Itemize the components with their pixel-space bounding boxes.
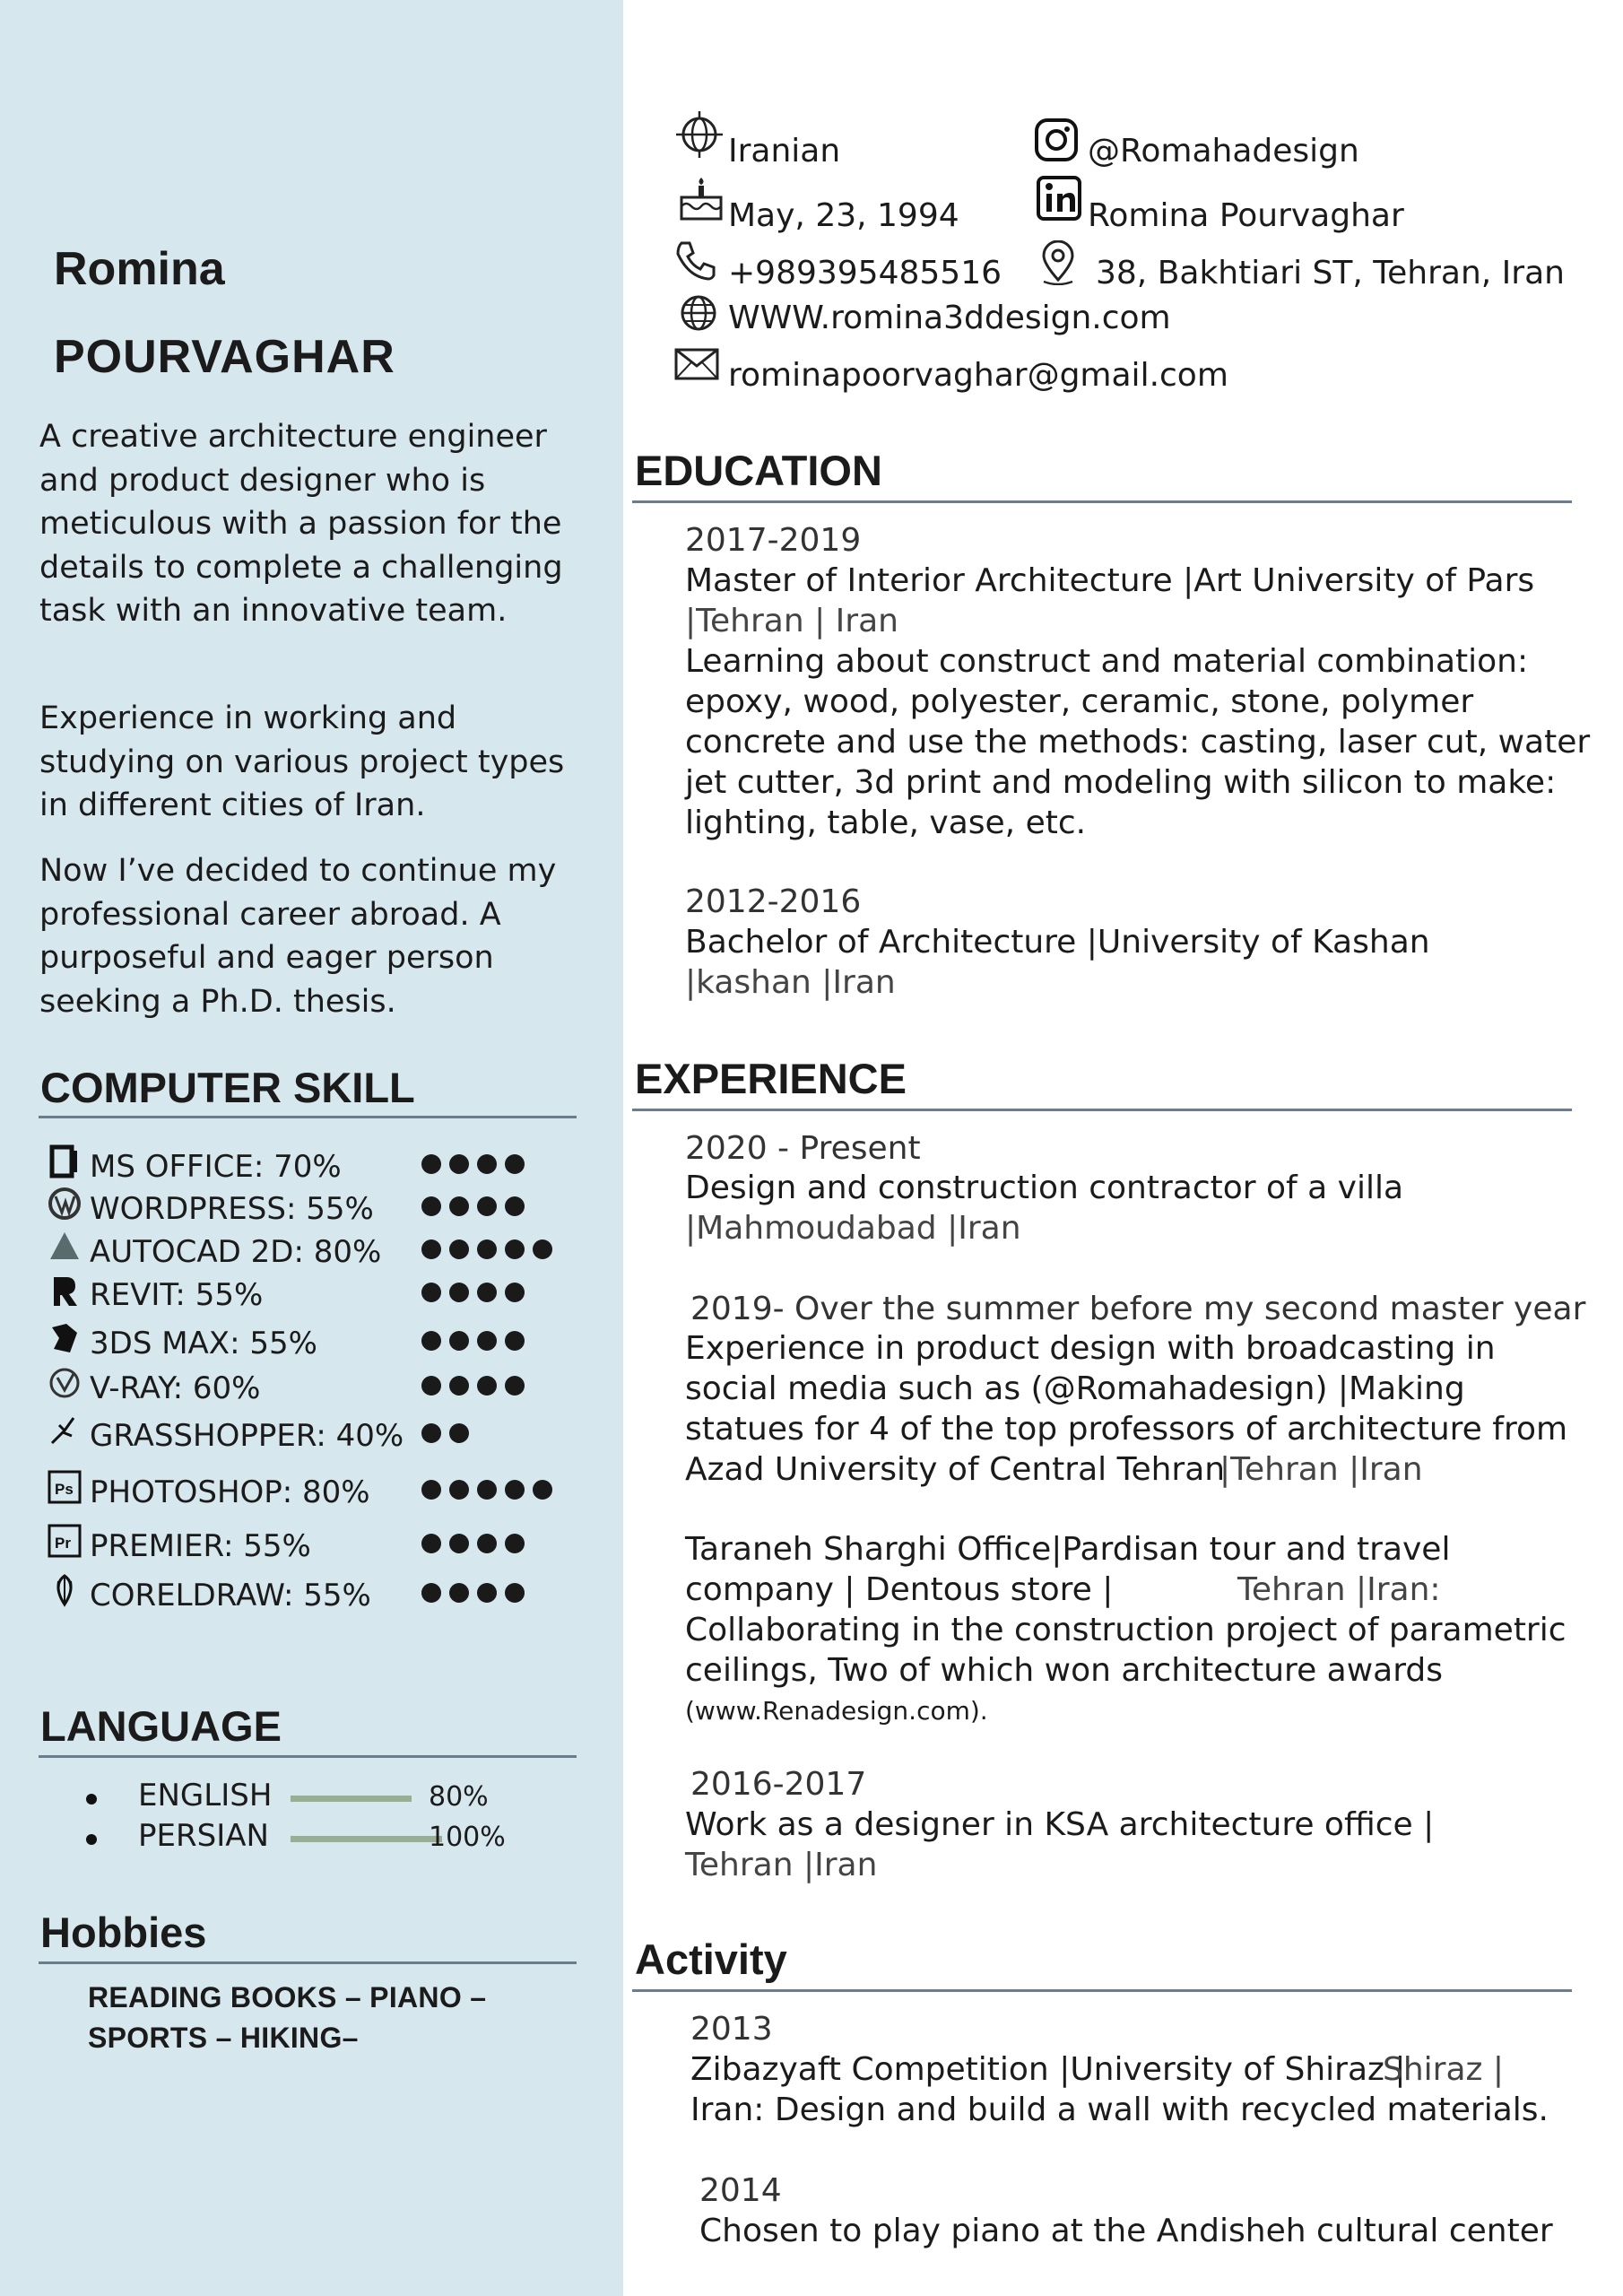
summary-paragraph-2: Experience in working and studying on various project types in different cities of Iran.: [39, 700, 565, 823]
skill-level-dot: [449, 1480, 469, 1500]
language-row-persian: [86, 1818, 588, 1857]
skill-level-dots: [421, 1583, 525, 1603]
instagram-handle[interactable]: @Romahadesign: [1088, 133, 1359, 170]
summary-paragraph-1: A creative architecture engineer and product designer who is meticulous with a passion for the details to complete a challenging task with an innovative team.: [39, 419, 563, 629]
skill-row: [47, 1523, 585, 1564]
skill-level-dots: [421, 1283, 525, 1302]
skill-label: PREMIER: 55%: [90, 1528, 311, 1564]
skill-level-dot: [421, 1376, 441, 1396]
skill-level-dot: [421, 1480, 441, 1500]
skill-level-dot: [449, 1283, 469, 1302]
language-name: ENGLISH: [138, 1778, 273, 1813]
autocad-icon: [47, 1229, 82, 1265]
first-name: Romina: [54, 243, 225, 295]
language-row-english: [86, 1778, 588, 1817]
skill-label: REVIT: 55%: [90, 1277, 264, 1313]
language-percent: 100%: [429, 1822, 506, 1853]
skill-label: 3DS MAX: 55%: [90, 1326, 317, 1361]
hobbies-divider: [39, 1961, 577, 1964]
skill-level-dot: [505, 1196, 525, 1216]
language-heading: LANGUAGE: [40, 1702, 282, 1750]
education-title: Master of Interior Architecture |Art University of Pars: [685, 562, 1535, 599]
vray-icon: [47, 1365, 82, 1401]
education-heading: EDUCATION: [635, 447, 882, 494]
skill-label: PHOTOSHOP: 80%: [90, 1474, 370, 1510]
activity-divider: [632, 1989, 1572, 1992]
experience-place: |Mahmoudabad |Iran: [685, 1210, 1021, 1247]
experience-divider: [632, 1109, 1572, 1111]
experience-years: 2019- Over the summer before my second master year: [690, 1291, 1586, 1327]
birthday-text: May, 23, 1994: [728, 197, 959, 234]
education-years: 2017-2019: [685, 522, 862, 559]
globe-nationality-icon: [673, 108, 726, 161]
bullet: [86, 1794, 97, 1805]
3dsmax-icon: [47, 1320, 82, 1356]
skill-label: CORELDRAW: 55%: [90, 1578, 371, 1613]
skill-label: V-RAY: 60%: [90, 1370, 261, 1406]
skill-level-dots: [421, 1376, 525, 1396]
skill-level-dot: [421, 1283, 441, 1302]
skill-level-dot: [477, 1583, 497, 1603]
experience-place: Tehran |Iran: [685, 1847, 878, 1883]
skill-row: [47, 1272, 585, 1313]
skill-level-dot: [449, 1583, 469, 1603]
skill-row: [47, 1469, 585, 1510]
experience-title: Taraneh Sharghi Office|Pardisan tour and travel company | Dentous store |: [685, 1531, 1451, 1608]
skill-row: [47, 1572, 585, 1613]
activity-title: Chosen to play piano at the Andisheh cultural center: [699, 2213, 1553, 2249]
phone-icon: [673, 238, 719, 284]
linkedin-icon: [1036, 175, 1082, 222]
skill-level-dot: [449, 1534, 469, 1553]
skill-level-dot: [421, 1239, 441, 1259]
activity-description: Iran: Design and build a wall with recycled materials.: [690, 2092, 1549, 2128]
skill-level-dot: [421, 1534, 441, 1553]
skill-level-dot: [477, 1534, 497, 1553]
skills-divider: [39, 1116, 577, 1118]
skill-level-dot: [533, 1239, 552, 1259]
activity-heading: Activity: [635, 1935, 787, 1983]
skill-level-dots: [421, 1480, 552, 1500]
premiere-icon: [47, 1523, 82, 1559]
skill-level-dot: [505, 1283, 525, 1302]
language-divider: [39, 1755, 577, 1758]
skill-level-dot: [421, 1423, 441, 1443]
skill-level-dot: [421, 1583, 441, 1603]
skill-level-dot: [533, 1480, 552, 1500]
svg-text:Ps: Ps: [55, 1481, 74, 1498]
language-level-bar: [291, 1796, 412, 1802]
language-percent: 80%: [429, 1781, 489, 1813]
skill-label: MS OFFICE: 70%: [90, 1149, 342, 1185]
language-name: PERSIAN: [138, 1818, 269, 1854]
experience-place: |Tehran |Iran: [1219, 1451, 1423, 1488]
experience-years: 2020 - Present: [685, 1130, 921, 1167]
linkedin-name[interactable]: Romina Pourvaghar: [1088, 197, 1404, 234]
skill-level-dots: [421, 1154, 525, 1174]
skill-level-dot: [449, 1376, 469, 1396]
skill-level-dot: [449, 1154, 469, 1174]
website-link[interactable]: WWW.romina3ddesign.com: [728, 300, 1171, 336]
email-link[interactable]: rominapoorvaghar@gmail.com: [728, 357, 1228, 394]
skill-level-dot: [505, 1480, 525, 1500]
education-description: Learning about construct and material combination: epoxy, wood, polyester, ceramic, stone, polymer concrete and use the methods: casting, laser cut, water jet cutter, 3d print and modeling with silicon to make: lighting, table, vase, etc.: [685, 643, 1591, 841]
experience-heading: EXPERIENCE: [635, 1055, 907, 1102]
skill-level-dot: [477, 1376, 497, 1396]
coreldraw-icon: [47, 1572, 82, 1608]
website-globe-icon: [679, 293, 718, 333]
experience-years: 2016-2017: [690, 1766, 867, 1803]
education-title: Bachelor of Architecture |University of Kashan: [685, 924, 1430, 961]
revit-icon: [47, 1272, 82, 1308]
skill-level-dot: [449, 1331, 469, 1351]
skill-level-dot: [477, 1283, 497, 1302]
skill-level-dot: [477, 1331, 497, 1351]
skill-level-dot: [449, 1239, 469, 1259]
hobbies-text: READING BOOKS – PIANO – SPORTS – HIKING–: [88, 1981, 487, 2054]
skill-label: GRASSHOPPER: 40%: [90, 1418, 404, 1454]
education-divider: [632, 500, 1572, 503]
skill-level-dot: [505, 1376, 525, 1396]
photoshop-icon: [47, 1469, 82, 1505]
instagram-icon: [1033, 117, 1080, 163]
education-place: |Tehran | Iran: [685, 603, 898, 639]
experience-link[interactable]: (www.Renadesign.com).: [685, 1696, 988, 1726]
skill-level-dot: [477, 1154, 497, 1174]
skill-level-dot: [505, 1239, 525, 1259]
skill-level-dots: [421, 1239, 552, 1259]
activity-years: 2013: [690, 2011, 773, 2048]
wordpress-icon: [47, 1186, 82, 1222]
skill-level-dot: [505, 1534, 525, 1553]
skill-level-dot: [421, 1196, 441, 1216]
experience-title: Experience in product design with broadcasting in social media such as (@Romahadesign) |Making statues for 4 of the top professors of architecture from Azad University of Central Tehran: [685, 1330, 1568, 1488]
skill-row: [47, 1413, 585, 1454]
birthday-cake-icon: [677, 175, 725, 223]
skill-level-dot: [449, 1423, 469, 1443]
skill-label: WORDPRESS: 55%: [90, 1191, 374, 1227]
grasshopper-icon: [47, 1413, 82, 1448]
activity-place: Shiraz |: [1383, 2051, 1504, 2088]
office-icon: [47, 1144, 82, 1179]
education-years: 2012-2016: [685, 883, 862, 920]
skill-label: AUTOCAD 2D: 80%: [90, 1234, 382, 1270]
skills-heading: COMPUTER SKILL: [40, 1064, 415, 1111]
svg-text:Pr: Pr: [55, 1535, 71, 1552]
skill-level-dot: [449, 1196, 469, 1216]
experience-title: Design and construction contractor of a villa: [685, 1170, 1404, 1206]
skill-level-dot: [505, 1331, 525, 1351]
skill-row: [47, 1229, 585, 1270]
phone-text: +989395485516: [728, 255, 1002, 291]
skill-row: [47, 1186, 585, 1227]
hobbies-heading: Hobbies: [40, 1909, 207, 1956]
bullet: [86, 1834, 97, 1845]
summary-paragraph-3: Now I’ve decided to continue my professional career abroad. A purposeful and eager person seeking a Ph.D. thesis.: [39, 853, 557, 1020]
nationality-text: Iranian: [728, 133, 841, 170]
address-text: 38, Bakhtiari ST, Tehran, Iran: [1096, 255, 1565, 291]
skill-level-dots: [421, 1331, 525, 1351]
activity-title: Zibazyaft Competition |University of Shiraz |: [690, 2051, 1406, 2088]
skill-level-dot: [505, 1154, 525, 1174]
skill-level-dot: [477, 1480, 497, 1500]
skill-level-dot: [477, 1239, 497, 1259]
skill-level-dot: [505, 1583, 525, 1603]
skill-level-dots: [421, 1196, 525, 1216]
last-name: POURVAGHAR: [54, 331, 395, 383]
experience-description: Collaborating in the construction project of parametric ceilings, Two of which won architecture awards: [685, 1612, 1567, 1689]
education-place: |kashan |Iran: [685, 964, 896, 1001]
email-envelope-icon: [674, 348, 719, 380]
skill-level-dot: [421, 1154, 441, 1174]
skill-level-dot: [477, 1196, 497, 1216]
language-level-bar: [291, 1836, 442, 1842]
experience-title: Work as a designer in KSA architecture office |: [685, 1806, 1435, 1843]
skill-row: [47, 1365, 585, 1406]
skill-row: [47, 1144, 585, 1185]
activity-years: 2014: [699, 2172, 782, 2209]
location-pin-icon: [1040, 240, 1076, 285]
skill-level-dots: [421, 1423, 469, 1443]
experience-place: Tehran |Iran:: [1237, 1571, 1441, 1608]
skill-level-dots: [421, 1534, 525, 1553]
skill-level-dot: [421, 1331, 441, 1351]
skill-row: [47, 1320, 585, 1361]
